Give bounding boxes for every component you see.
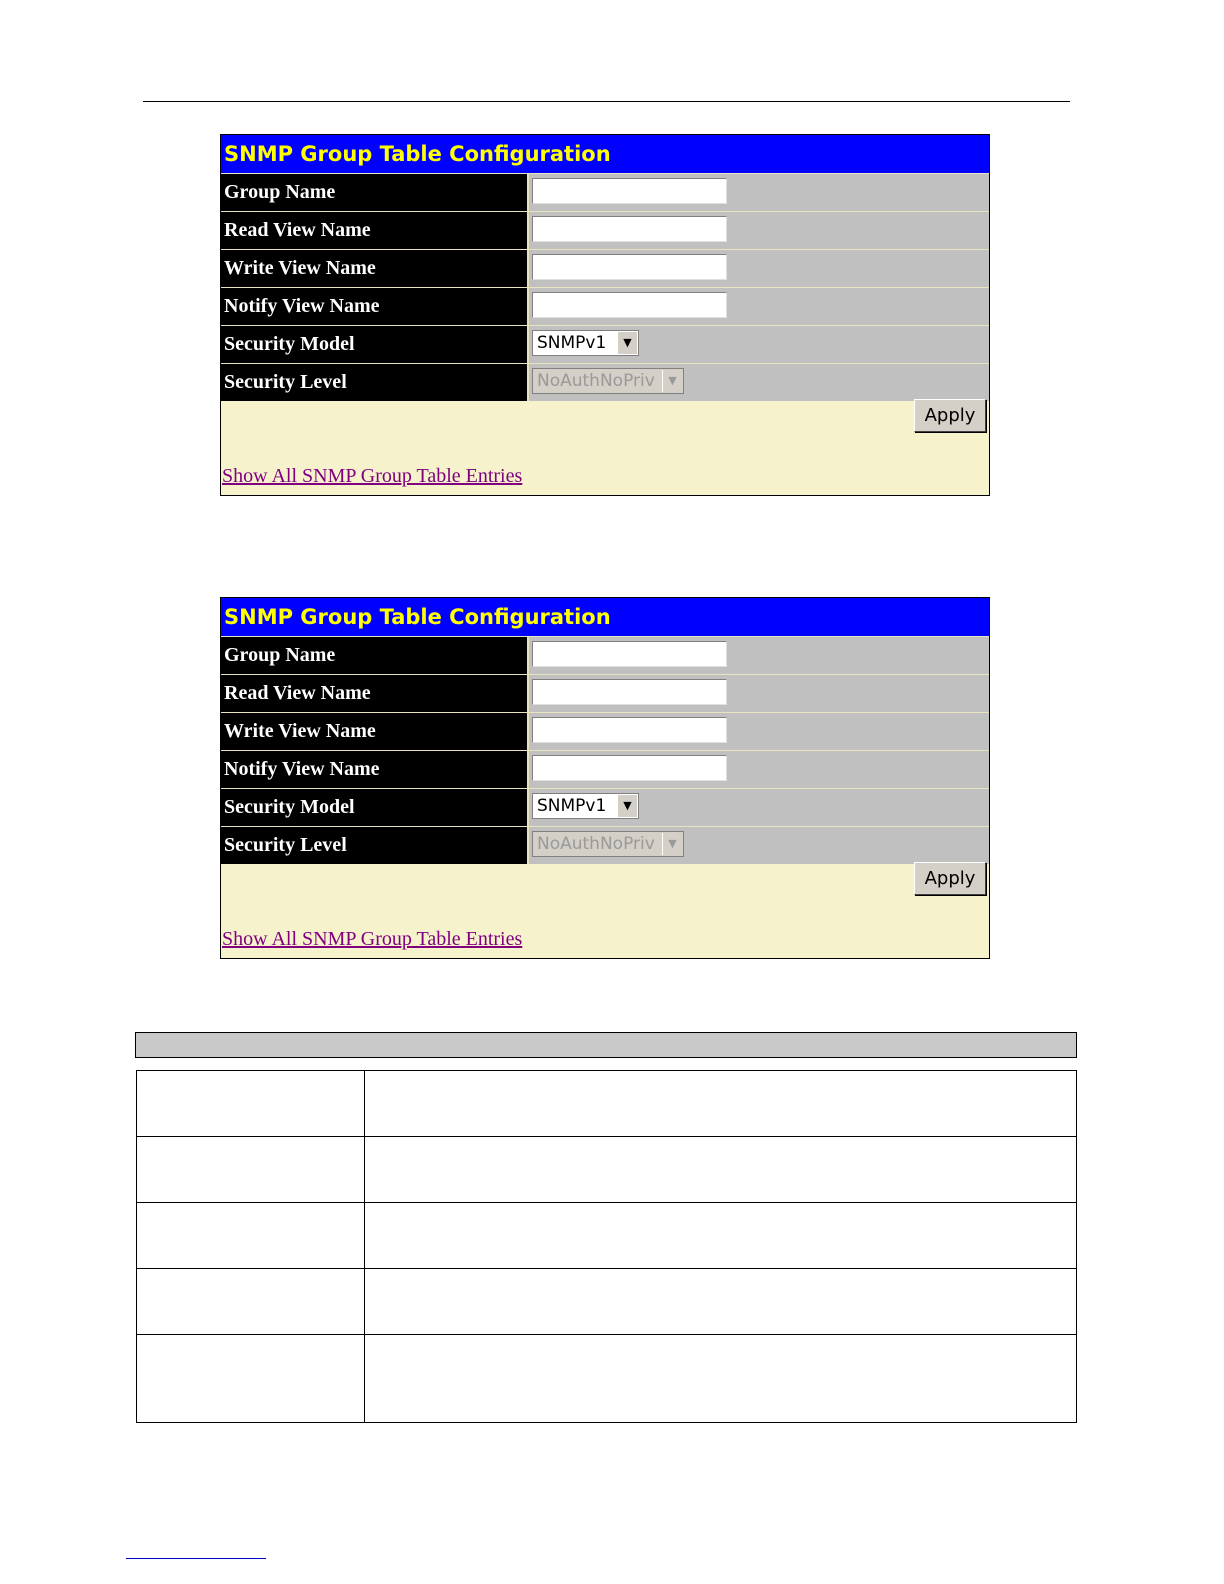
read-view-name-input[interactable]: [532, 216, 727, 242]
notify-view-name-label: Notify View Name: [221, 288, 527, 325]
security-model-row: [221, 325, 989, 363]
group-name-label: Group Name: [221, 174, 527, 211]
security-model-label: Security Model: [221, 326, 527, 363]
security-model-select[interactable]: [532, 330, 639, 356]
security-level-value: NoAuthNoPriv: [537, 834, 655, 854]
security-level-row: [221, 826, 989, 864]
notify-view-name-row: [221, 287, 989, 325]
table-row: [137, 1071, 1077, 1137]
chevron-down-icon[interactable]: ▼: [617, 795, 637, 817]
security-level-value: NoAuthNoPriv: [537, 371, 655, 391]
chevron-down-icon: ▼: [662, 370, 682, 392]
security-level-row: [221, 363, 989, 401]
notify-view-name-row: [221, 750, 989, 788]
group-name-input[interactable]: [532, 178, 727, 204]
read-view-name-input[interactable]: [532, 679, 727, 705]
write-view-name-input[interactable]: [532, 254, 727, 280]
security-model-row: [221, 788, 989, 826]
apply-button[interactable]: Apply: [914, 862, 986, 895]
group-name-label: Group Name: [221, 637, 527, 674]
snmp-group-config-panel-1: [220, 134, 990, 496]
notify-view-name-input[interactable]: [532, 292, 727, 318]
table-row: [137, 1137, 1077, 1203]
show-all-entries-link[interactable]: Show All SNMP Group Table Entries: [222, 465, 523, 487]
show-all-entries-link[interactable]: Show All SNMP Group Table Entries: [222, 928, 523, 950]
panel-title: SNMP Group Table Configuration: [221, 598, 989, 636]
security-level-select: [532, 368, 684, 394]
notify-view-name-label: Notify View Name: [221, 751, 527, 788]
chevron-down-icon: ▼: [662, 833, 682, 855]
security-level-label: Security Level: [221, 364, 527, 401]
parameter-description-table: [136, 1070, 1077, 1423]
group-name-row: [221, 173, 989, 211]
table-row: [137, 1269, 1077, 1335]
security-model-select[interactable]: [532, 793, 639, 819]
group-name-row: [221, 636, 989, 674]
write-view-name-row: [221, 712, 989, 750]
read-view-name-label: Read View Name: [221, 212, 527, 249]
snmp-group-config-panel-2: [220, 597, 990, 959]
notify-view-name-input[interactable]: [532, 755, 727, 781]
security-model-label: Security Model: [221, 789, 527, 826]
read-view-name-row: [221, 211, 989, 249]
table-row: [137, 1335, 1077, 1423]
security-level-label: Security Level: [221, 827, 527, 864]
chevron-down-icon[interactable]: ▼: [617, 332, 637, 354]
write-view-name-row: [221, 249, 989, 287]
panel-title: SNMP Group Table Configuration: [221, 135, 989, 173]
write-view-name-input[interactable]: [532, 717, 727, 743]
write-view-name-label: Write View Name: [221, 713, 527, 750]
write-view-name-label: Write View Name: [221, 250, 527, 287]
security-model-value: SNMPv1: [537, 333, 607, 353]
description-table-header: [135, 1032, 1077, 1058]
table-row: [137, 1203, 1077, 1269]
footer-rule: [126, 1558, 266, 1559]
security-model-value: SNMPv1: [537, 796, 607, 816]
security-level-select: [532, 831, 684, 857]
read-view-name-label: Read View Name: [221, 675, 527, 712]
group-name-input[interactable]: [532, 641, 727, 667]
page-header-rule: [143, 101, 1070, 102]
read-view-name-row: [221, 674, 989, 712]
apply-button[interactable]: Apply: [914, 399, 986, 432]
